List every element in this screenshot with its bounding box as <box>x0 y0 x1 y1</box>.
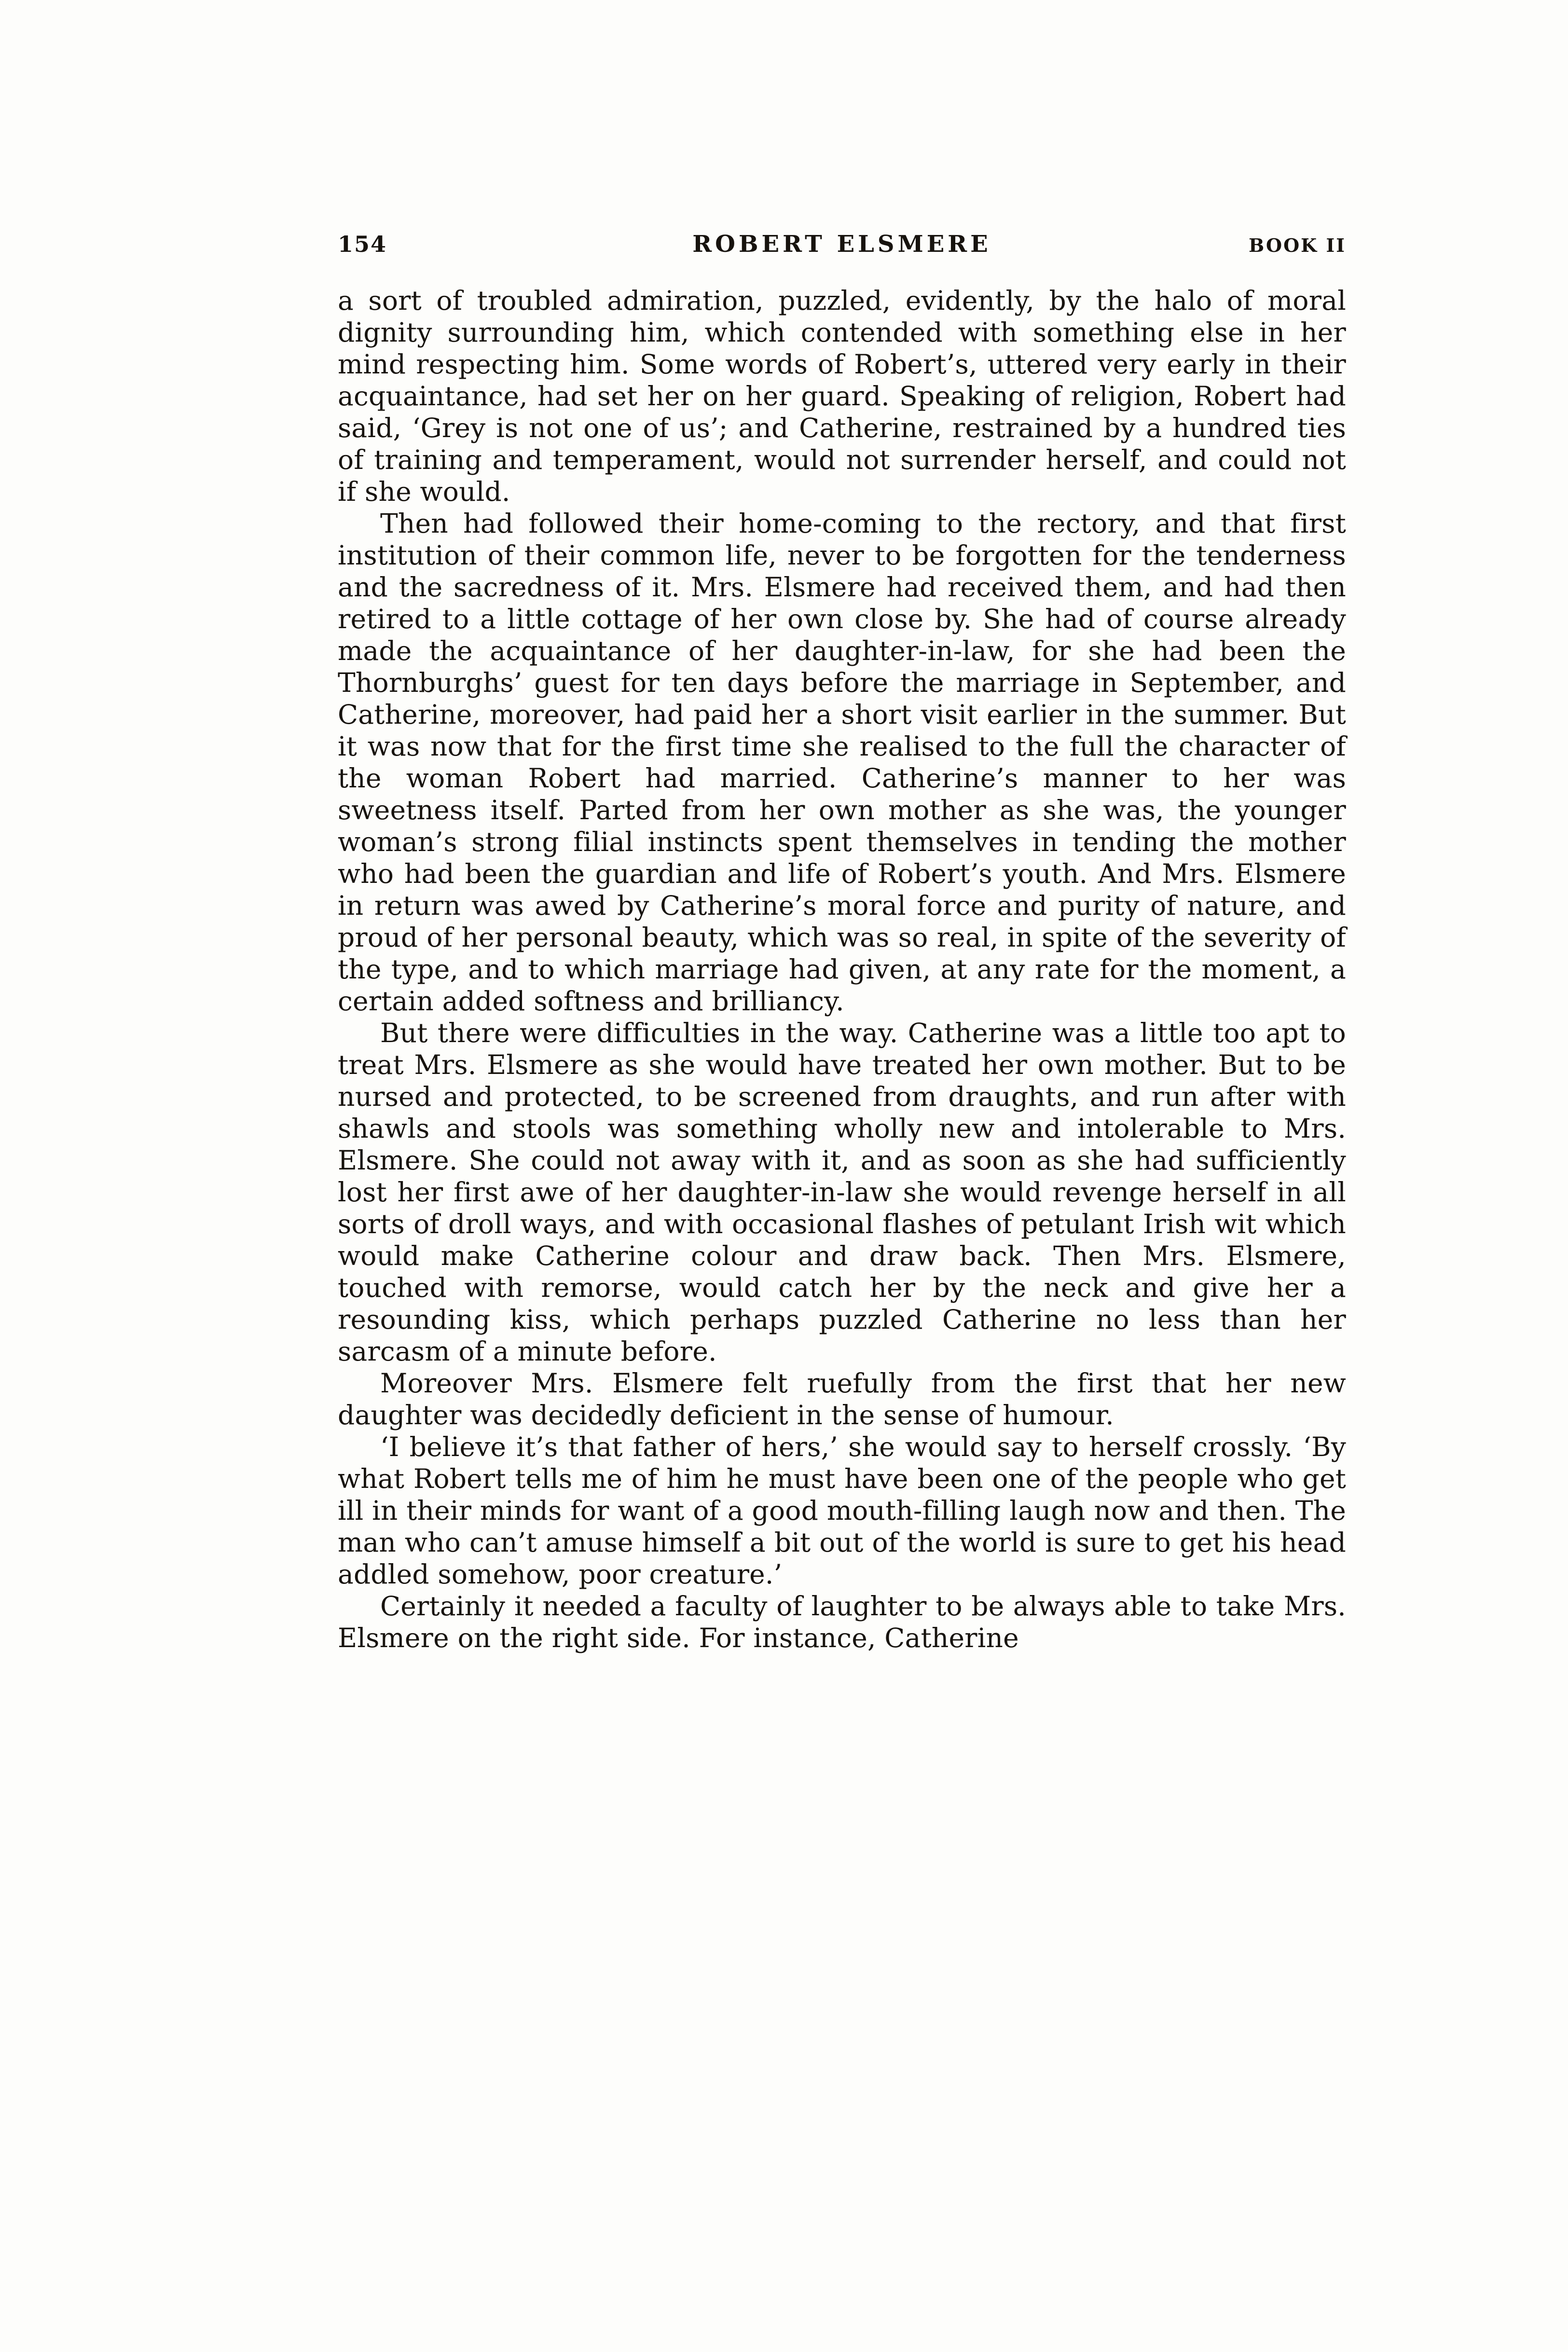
paragraph-1: a sort of troubled admiration, puzzled, evidently, by the halo of moral dignity surrounding him, which contended with something else in her mind respecting him. Some words of Robert’s, uttered very early in their acquaintance, had set her on her guard. Speaking of religion, Robert had said, ‘Grey is not one of us’; and Catherine, restrained by a hundred ties of training and temperament, would not surrender herself, and could not if she would. <box>338 285 1346 507</box>
body-text <box>338 285 1346 1654</box>
paragraph-2: Then had followed their home-coming to the rectory, and that first institution of their common life, never to be forgotten for the tenderness and the sacredness of it. Mrs. Elsmere had received them, and had then retired to a little cottage of her own close by. She had of course already made the acquaintance of her daughter-in-law, for she had been the Thornburghs’ guest for ten days before the marriage in September, and Catherine, moreover, had paid her a short visit earlier in the summer. But it was now that for the first time she realised to the full the character of the woman Robert had married. Catherine’s manner to her was sweetness itself. Parted from her own mother as she was, the younger woman’s strong filial instincts spent themselves in tending the mother who had been the guardian and life of Robert’s youth. And Mrs. Elsmere in return was awed by Catherine’s moral force and purity of nature, and proud of her personal beauty, which was so real, in spite of the severity of the type, and to which marriage had given, at any rate for the moment, a certain added softness and brilliancy. <box>338 508 1346 1017</box>
book-section-label: BOOK II <box>1249 234 1346 256</box>
page-header <box>338 231 1346 258</box>
running-title: ROBERT ELSMERE <box>692 231 991 258</box>
text-block <box>338 231 1346 1654</box>
paragraph-6: Certainly it needed a faculty of laughter to be always able to take Mrs. Elsmere on the right side. For instance, Catherine <box>338 1591 1346 1653</box>
paragraph-4: Moreover Mrs. Elsmere felt ruefully from the first that her new daughter was decidedly deficient in the sense of humour. <box>338 1368 1346 1430</box>
page-number: 154 <box>338 231 387 257</box>
paragraph-3: But there were difficulties in the way. Catherine was a little too apt to treat Mrs. Elsmere as she would have treated her own mother. But to be nursed and protected, to be screened from draughts, and run after with shawls and stools was something wholly new and intolerable to Mrs. Elsmere. She could not away with it, and as soon as she had sufficiently lost her first awe of her daughter-in-law she would revenge herself in all sorts of droll ways, and with occasional flashes of petulant Irish wit which would make Catherine colour and draw back. Then Mrs. Elsmere, touched with remorse, would catch her by the neck and give her a resounding kiss, which perhaps puzzled Catherine no less than her sarcasm of a minute before. <box>338 1018 1346 1367</box>
paragraph-5: ‘I believe it’s that father of hers,’ she would say to herself crossly. ‘By what Robert tells me of him he must have been one of the people who get ill in their minds for want of a good mouth-filling laugh now and then. The man who can’t amuse himself a bit out of the world is sure to get his head addled somehow, poor creature.’ <box>338 1431 1346 1590</box>
